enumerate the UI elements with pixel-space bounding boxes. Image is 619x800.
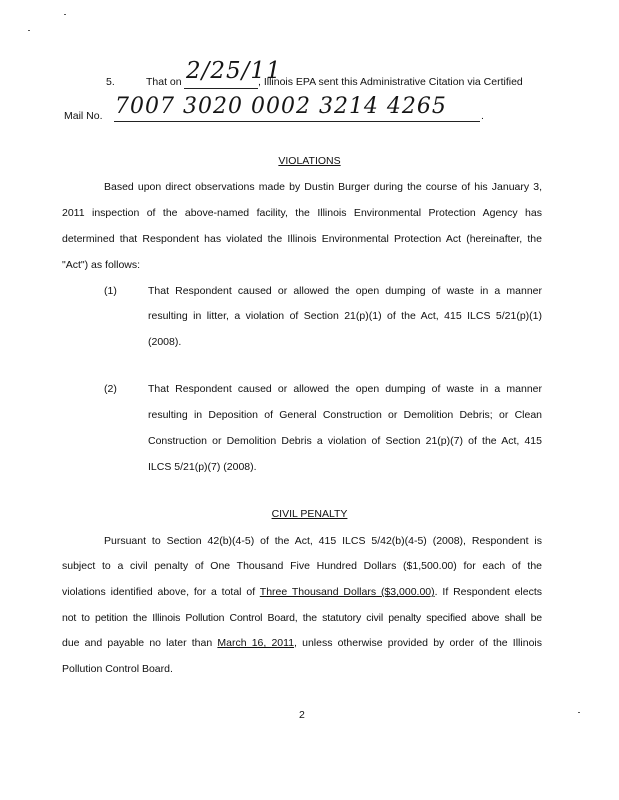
violations-intro-line: 2011 inspection of the above-named facility, the Illinois Environmental Protection Agency has [62, 207, 542, 219]
item-5-number: 5. [106, 76, 115, 88]
penalty-total-prefix: violations identified above, for a total of [62, 586, 260, 598]
violation-1-line: resulting in litter, a violation of Section 21(p)(1) of the Act, 415 ILCS 5/21(p)(1) [148, 310, 542, 322]
page-number: 2 [299, 709, 305, 721]
civil-penalty-heading: CIVIL PENALTY [271, 508, 348, 520]
scan-speck [28, 30, 30, 31]
date-blank-line [184, 88, 258, 89]
violation-2-line: That Respondent caused or allowed the open dumping of waste in a manner [148, 383, 542, 395]
violation-2-line: Construction or Demolition Debris a violation of Section 21(p)(7) of the Act, 415 [148, 435, 542, 447]
civil-penalty-line [62, 586, 542, 598]
violation-1-line: (2008). [148, 336, 182, 348]
mail-label: Mail No. [64, 110, 103, 122]
civil-penalty-line: not to petition the Illinois Pollution Control Board, the statutory civil penalty specified above shall be [62, 612, 542, 624]
due-date-suffix: , unless otherwise provided by order of the Illinois [294, 637, 542, 649]
scan-speck [578, 712, 580, 713]
penalty-total-amount: Three Thousand Dollars ($3,000.00) [259, 586, 435, 598]
violation-1-number: (1) [104, 285, 117, 297]
violation-2-line: ILCS 5/21(p)(7) (2008). [148, 461, 257, 473]
violations-intro-line: Based upon direct observations made by Dustin Burger during the course of his January 3, [104, 181, 542, 193]
civil-penalty-line [62, 637, 542, 649]
due-date-prefix: due and payable no later than [62, 637, 218, 649]
due-date: March 16, 2011 [217, 637, 295, 649]
mail-period: . [481, 110, 484, 122]
violation-2-number: (2) [104, 383, 117, 395]
civil-penalty-line: Pollution Control Board. [62, 663, 173, 675]
violations-intro-line: "Act") as follows: [62, 259, 141, 271]
item-5-after-date: , Illinois EPA sent this Administrative Citation via Certified [258, 76, 523, 88]
mail-number-blank-line [114, 121, 480, 122]
penalty-total-suffix: . If Respondent elects [434, 586, 543, 598]
scan-speck [64, 14, 66, 15]
civil-penalty-line: subject to a civil penalty of One Thousand Five Hundred Dollars ($1,500.00) for each of the [62, 560, 542, 572]
violation-1-line: That Respondent caused or allowed the open dumping of waste in a manner [148, 285, 542, 297]
violation-2-line: resulting in Deposition of General Construction or Demolition Debris; or Clean [148, 409, 542, 421]
violations-intro-line: determined that Respondent has violated the Illinois Environmental Protection Act (hereinafter, the [62, 233, 542, 245]
handwritten-mail-number: 7007 3020 0002 3214 4265 [115, 94, 447, 119]
handwritten-date: 2/25/11 [186, 58, 282, 84]
item-5-lead: That on [146, 76, 182, 88]
civil-penalty-line: Pursuant to Section 42(b)(4-5) of the Act, 415 ILCS 5/42(b)(4-5) (2008), Respondent is [104, 535, 542, 547]
violations-heading: VIOLATIONS [278, 155, 341, 167]
